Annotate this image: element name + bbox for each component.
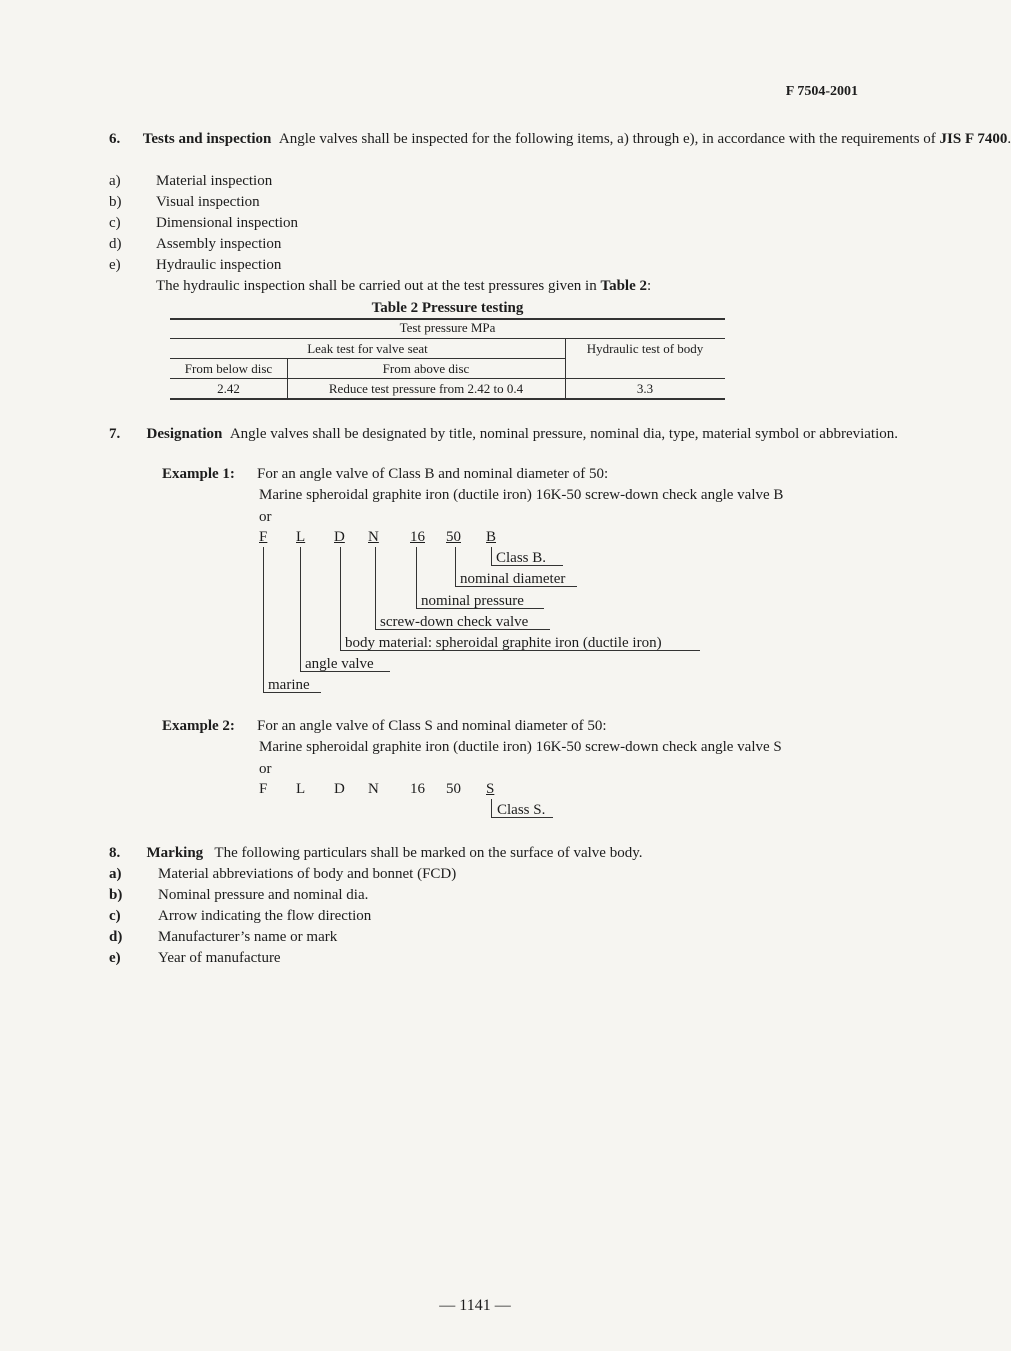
section6-item-a-letter: a): [109, 173, 121, 189]
section7-number: 7.: [109, 426, 121, 442]
section8-item-e-letter: e): [109, 950, 121, 966]
leader-b: [491, 547, 492, 565]
example2-lead: For an angle valve of Class S and nominal diameter of 50:: [257, 718, 607, 734]
code-f: F: [259, 529, 268, 545]
table2-caption: Table 2 Pressure testing: [371, 300, 524, 316]
section8-title: Marking: [146, 845, 204, 861]
example1-designation: Marine spheroidal graphite iron (ductile iron) 16K-50 screw-down check angle valve B: [259, 487, 784, 503]
section6-intro: [109, 129, 1011, 149]
section8-item-a-text: Material abbreviations of body and bonnet (FCD): [158, 866, 457, 882]
label-class-b: Class B.: [496, 550, 547, 566]
section6-item-c-text: Dimensional inspection: [156, 215, 299, 231]
label-marine: marine: [268, 677, 310, 693]
label-body-material: body material: spheroidal graphite iron (ductile iron): [345, 635, 662, 651]
section7-intro-text: Angle valves shall be designated by title, nominal pressure, nominal dia, type, material symbol or abbreviation.: [229, 426, 899, 442]
section6-item-b-text: Visual inspection: [156, 194, 260, 210]
leader-50: [455, 547, 456, 586]
code2-l: L: [296, 781, 306, 797]
code-d: D: [334, 529, 345, 545]
section6-item-d-text: Assembly inspection: [156, 236, 282, 252]
section8-item-c-text: Arrow indicating the flow direction: [158, 908, 372, 924]
section6-item-e-letter: e): [109, 257, 121, 273]
section8-item-b-letter: b): [109, 887, 123, 903]
hydraulic-note-ref: Table 2: [600, 278, 647, 294]
section6-number: 6.: [109, 131, 121, 147]
section8-item-b-text: Nominal pressure and nominal dia.: [158, 887, 369, 903]
section6-item-b-letter: b): [109, 194, 122, 210]
table2-header-hydraulic: Hydraulic test of body: [586, 341, 704, 356]
example1-label: Example 1:: [162, 466, 235, 482]
section6-item-e-text: Hydraulic inspection: [156, 257, 282, 273]
code-16: 16: [410, 529, 425, 545]
table2-value-above: Reduce test pressure from 2.42 to 0.4: [328, 381, 524, 396]
code-n: N: [368, 529, 379, 545]
hydraulic-note-text: The hydraulic inspection shall be carried out at the test pressures given in: [156, 278, 601, 294]
section6-title: Tests and inspection: [142, 131, 272, 147]
label-nominal-pressure: nominal pressure: [421, 593, 524, 609]
hydraulic-note-end: :: [647, 278, 652, 294]
code-50: 50: [446, 529, 461, 545]
table2-header-top: Test pressure MPa: [399, 320, 496, 335]
leader-f: [263, 547, 264, 692]
section6-intro-end: .: [1007, 131, 1011, 147]
table2-rule-1: [170, 338, 725, 339]
example2-or: or: [259, 761, 272, 777]
section6-item-a-text: Material inspection: [156, 173, 273, 189]
section8-item-c-letter: c): [109, 908, 121, 924]
example2-designation: Marine spheroidal graphite iron (ductile iron) 16K-50 screw-down check angle valve S: [259, 739, 782, 755]
section8-item-e-text: Year of manufacture: [158, 950, 281, 966]
label-angle-valve: angle valve: [305, 656, 374, 672]
section7-title: Designation: [146, 426, 223, 442]
leader2-s: [491, 799, 492, 817]
code2-f: F: [259, 781, 268, 797]
label-nominal-diameter: nominal diameter: [460, 571, 566, 587]
section6-item-d-letter: d): [109, 236, 122, 252]
section8-item-d-letter: d): [109, 929, 123, 945]
section8-intro-text: The following particulars shall be marked on the surface of valve body.: [214, 845, 643, 861]
section7-intro: [109, 424, 899, 444]
leader-16: [416, 547, 417, 608]
table2-header-above: From above disc: [382, 361, 470, 376]
table2-header-leak: Leak test for valve seat: [307, 341, 428, 356]
code-b: B: [486, 529, 497, 545]
section6-item-c-letter: c): [109, 215, 121, 231]
table2-bottom-rule: [170, 398, 725, 400]
example2-label: Example 2:: [162, 718, 235, 734]
leader-d: [340, 547, 341, 650]
table2-rule-3: [170, 378, 725, 379]
leader-l: [300, 547, 301, 671]
label-class-s: Class S.: [497, 802, 546, 818]
section6-intro-text: Angle valves shall be inspected for the following items, a) through e), in accordance with the requirements of: [278, 131, 940, 147]
section8-number: 8.: [109, 845, 121, 861]
code2-d: D: [334, 781, 345, 797]
hydraulic-note: [156, 276, 651, 296]
page-number: — 1141 —: [439, 1297, 511, 1314]
table2-value-hydraulic: 3.3: [636, 381, 654, 396]
section8-item-d-text: Manufacturer’s name or mark: [158, 929, 338, 945]
leader-n: [375, 547, 376, 629]
label-screw-down-check-valve: screw-down check valve: [380, 614, 529, 630]
table2-value-below: 2.42: [217, 381, 240, 396]
code2-16: 16: [410, 781, 425, 797]
code-l: L: [296, 529, 306, 545]
table2-rule-2: [170, 358, 565, 359]
document-code: F 7504-2001: [785, 84, 858, 99]
code2-n: N: [368, 781, 379, 797]
section6-intro-ref: JIS F 7400: [939, 131, 1008, 147]
table2-header-below: From below disc: [184, 361, 273, 376]
section8-intro: [109, 843, 642, 863]
section8-item-a-letter: a): [109, 866, 122, 882]
code2-s: S: [486, 781, 495, 797]
code2-50: 50: [446, 781, 461, 797]
example1-or: or: [259, 509, 272, 525]
example1-lead: For an angle valve of Class B and nominal diameter of 50:: [257, 466, 609, 482]
